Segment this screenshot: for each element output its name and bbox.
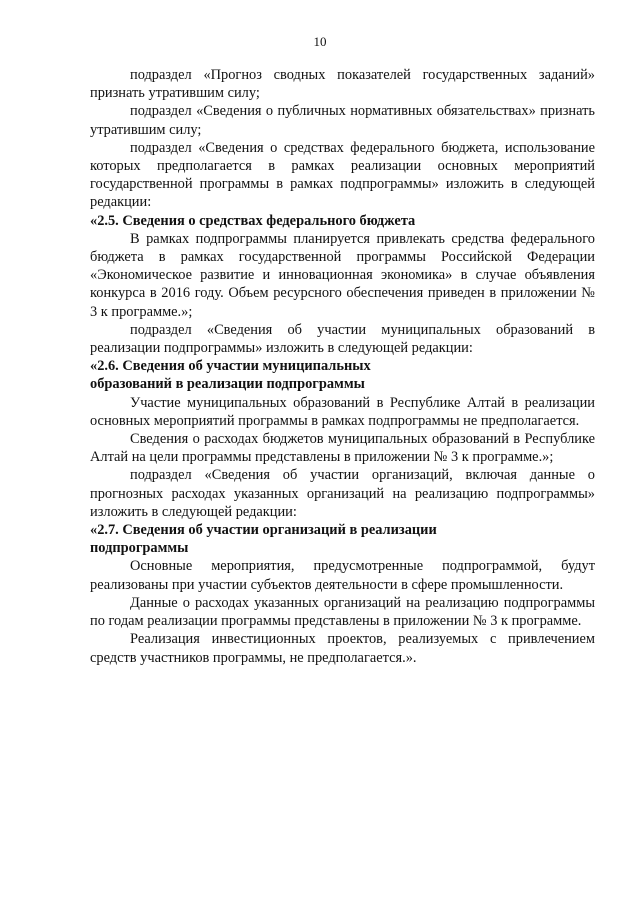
paragraph: подраздел «Сведения об участии организаций, включая данные о прогнозных расходах указанных организаций на реализацию подпрограммы» изложить в следующей редакции: xyxy=(90,467,595,520)
document-body xyxy=(90,66,595,667)
page-number: 10 xyxy=(313,34,327,49)
paragraph: Участие муниципальных образований в Республике Алтай в реализации основных мероприятий программы в рамках подпрограммы не предполагается. xyxy=(90,394,595,429)
section-heading-line: «2.5. Сведения о средствах федерального бюджета xyxy=(90,212,416,229)
section-heading-2-5 xyxy=(90,212,595,230)
paragraph: Реализация инвестиционных проектов, реализуемых с привлечением средств участников программы, не предполагается.». xyxy=(90,631,595,666)
paragraph: Данные о расходах указанных организаций на реализацию подпрограммы по годам реализации программы представлены в приложении № 3 к программе. xyxy=(90,594,595,630)
paragraph: подраздел «Сведения об участии муниципальных образований в реализации подпрограммы» изложить в следующей редакции: xyxy=(90,321,595,357)
section-heading-line: подпрограммы xyxy=(90,540,189,557)
paragraph: подраздел «Сведения о средствах федерального бюджета, использование которых предполагается в рамках реализации основных мероприятий государственной программы в рамках подпрограммы» изложить в следующей редакции: xyxy=(90,139,595,211)
section-heading-line: «2.6. Сведения об участии муниципальных xyxy=(90,358,371,375)
paragraph: подраздел «Прогноз сводных показателей государственных заданий» признать утратившим силу; xyxy=(90,67,595,102)
paragraph: Сведения о расходах бюджетов муниципальных образований в Республике Алтай на цели программы представлены в приложении № 3 к программе.»; xyxy=(90,431,595,466)
section-heading-2-7 xyxy=(90,521,595,557)
section-heading-2-6 xyxy=(90,357,595,393)
paragraph: Основные мероприятия, предусмотренные подпрограммой, будут реализованы при участии субъектов деятельности в сфере промышленности. xyxy=(90,558,595,593)
section-heading-line: образований в реализации подпрограммы xyxy=(90,376,365,393)
paragraph: В рамках подпрограммы планируется привлекать средства федерального бюджета в рамках государственной программы Российской Федерации «Экономическое развитие и инновационная экономика» в случае объявления конкурса в 2016 году. Объем ресурсного обеспечения приведен в приложении № 3 к программе.»; xyxy=(90,230,595,320)
paragraph: подраздел «Сведения о публичных нормативных обязательствах» признать утратившим силу; xyxy=(90,103,595,138)
section-heading-line: «2.7. Сведения об участии организаций в реализации xyxy=(90,522,437,539)
